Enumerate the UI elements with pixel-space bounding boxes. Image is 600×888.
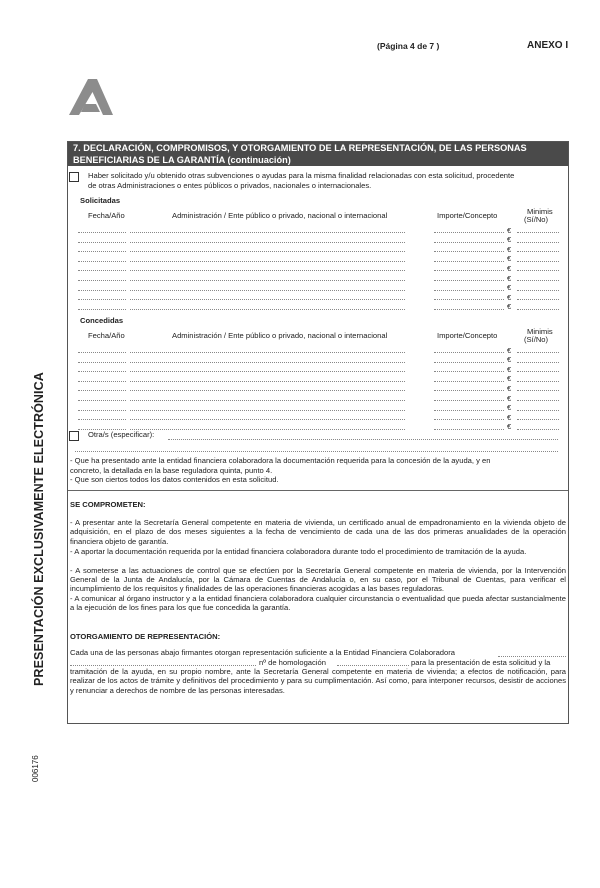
compromiso-item: - A someterse a las actuaciones de control que se efectúen por la Secretaría General competente en materia de vivienda, por la Intervención General de la Junta de Andalucía, por la Cámara de Cuentas de Andalucía o, en su caso, por el Tribunal de Cuentas, para verificar el incumplimiento de los requisitos y finalidades de las operaciones financieras acogidas a las bases reguladoras.	[70, 565, 566, 594]
table-cell-field[interactable]	[517, 280, 559, 281]
table-cell-field[interactable]	[517, 352, 559, 353]
otorgamiento-title: OTORGAMIENTO DE REPRESENTACIÓN:	[70, 632, 221, 641]
section-title-line2: BENEFICIARIAS DE LA GARANTÍA (continuación)	[73, 154, 291, 165]
table-cell-field[interactable]	[78, 419, 126, 420]
table-cell-field[interactable]	[434, 232, 504, 233]
col-administracion: Administración / Ente público o privado, nacional o internacional	[172, 211, 388, 220]
statement-2: - Que son ciertos todos los datos contenidos en esta solicitud.	[70, 475, 279, 484]
statement-1b: concreto, la detallada en la base reguladora quinta, punto 4.	[70, 465, 273, 475]
otorgamiento-body: tramitación de la ayuda, en su propio nombre, ante la Secretaría General competente en materia de vivienda; a efectos de notificación, para realizar de los actos de trámite y definitivos del procedimiento y para su cumplimentación. Así como, para interponer recursos, desistir de acciones y renunciar a derechos de nombre de las personas interesadas.	[70, 667, 566, 695]
table-cell-field[interactable]	[517, 429, 559, 430]
table-cell-field[interactable]	[130, 419, 405, 420]
table-cell-field[interactable]	[434, 299, 504, 300]
euro-sign: €	[507, 283, 512, 293]
col-fecha: Fecha/Año	[88, 211, 125, 220]
table-cell-field[interactable]	[78, 371, 126, 372]
table-cell-field[interactable]	[434, 251, 504, 252]
vertical-side-text: PRESENTACIÓN EXCLUSIVAMENTE ELECTRÓNICA	[32, 372, 46, 686]
euro-sign: €	[507, 393, 512, 403]
page-number: (Página 4 de 7 )	[377, 41, 440, 51]
euro-sign: €	[507, 345, 512, 355]
table-cell-field[interactable]	[517, 371, 559, 372]
table-cell-field[interactable]	[130, 280, 405, 281]
euro-sign: €	[507, 403, 512, 413]
table-cell-field[interactable]	[434, 371, 504, 372]
table-cell-field[interactable]	[130, 410, 405, 411]
declaration-line1: Haber solicitado y/u obtenido otras subvenciones o ayudas para la misma finalidad relacionadas con esta solicitud, procedente	[88, 171, 515, 180]
euro-sign: €	[507, 273, 512, 283]
table-cell-field[interactable]	[78, 381, 126, 382]
table-cell-field[interactable]	[130, 299, 405, 300]
euro-sign: €	[507, 244, 512, 254]
table-cell-field[interactable]	[517, 299, 559, 300]
table-cell-field[interactable]	[434, 309, 504, 310]
col-administracion: Administración / Ente público o privado, nacional o internacional	[172, 331, 388, 340]
table-cell-field[interactable]	[130, 362, 405, 363]
table-cell-field[interactable]	[434, 390, 504, 391]
col-minimis: Minimis	[527, 207, 553, 216]
table-cell-field[interactable]	[130, 381, 405, 382]
table-cell-field[interactable]	[517, 381, 559, 382]
table-cell-field[interactable]	[434, 261, 504, 262]
euro-sign: €	[507, 383, 512, 393]
table-cell-field[interactable]	[130, 261, 405, 262]
table-cell-field[interactable]	[517, 251, 559, 252]
table-cell-field[interactable]	[130, 309, 405, 310]
table-cell-field[interactable]	[78, 270, 126, 271]
table-cell-field[interactable]	[78, 400, 126, 401]
euro-sign: €	[507, 422, 512, 432]
table-cell-field[interactable]	[78, 290, 126, 291]
table-cell-field[interactable]	[78, 261, 126, 262]
table-cell-field[interactable]	[130, 290, 405, 291]
other-subsidies-checkbox[interactable]	[69, 172, 79, 182]
table-cell-field[interactable]	[517, 261, 559, 262]
statement-1a: - Que ha presentado ante la entidad financiera colaboradora la documentación requerida para la concesión de la ayuda, y en	[70, 456, 491, 465]
table-cell-field[interactable]	[130, 270, 405, 271]
document-code: 006176	[31, 755, 40, 782]
col-fecha: Fecha/Año	[88, 331, 125, 340]
compromiso-item: - A comunicar al órgano instructor y a la entidad financiera colaboradora cualquier circunstancia o eventualidad que pueda afectar sustancialmente a la ejecución de los fines para los que fue concedida la garantía.	[70, 594, 566, 613]
table-cell-field[interactable]	[434, 429, 504, 430]
declaration-line2: de otras Administraciones o entes públicos o privados, nacionales o internacionales.	[88, 180, 372, 190]
table-cell-field[interactable]	[434, 400, 504, 401]
divider	[68, 490, 568, 491]
table-cell-field[interactable]	[517, 419, 559, 420]
table-cell-field[interactable]	[434, 362, 504, 363]
euro-sign: €	[507, 412, 512, 422]
table-cell-field[interactable]	[78, 309, 126, 310]
table-cell-field[interactable]	[434, 270, 504, 271]
table-cell-field[interactable]	[517, 232, 559, 233]
col-minimis-sub: (Sí/No)	[524, 335, 549, 344]
table-cell-field[interactable]	[130, 232, 405, 233]
table-cell-field[interactable]	[517, 362, 559, 363]
table-cell-field[interactable]	[78, 410, 126, 411]
euro-sign: €	[507, 235, 512, 245]
table-cell-field[interactable]	[517, 290, 559, 291]
entity-name-field-cont[interactable]	[70, 665, 256, 666]
euro-sign: €	[507, 355, 512, 365]
other-specify-checkbox[interactable]	[69, 431, 79, 441]
table-cell-field[interactable]	[78, 390, 126, 391]
euro-sign: €	[507, 263, 512, 273]
table-cell-field[interactable]	[130, 429, 405, 430]
table-cell-field[interactable]	[434, 381, 504, 382]
homologation-number-field[interactable]	[337, 665, 409, 666]
table-cell-field[interactable]	[434, 352, 504, 353]
solicitadas-title: Solicitadas	[80, 196, 121, 205]
other-specify-field[interactable]	[168, 439, 558, 440]
otorgamiento-line2b: para la presentación de esta solicitud y la	[411, 657, 551, 667]
otorgamiento-homologacion: nº de homologación	[259, 657, 326, 667]
euro-sign: €	[507, 292, 512, 302]
col-minimis-sub: (Sí/No)	[524, 215, 549, 224]
table-cell-field[interactable]	[517, 242, 559, 243]
table-cell-field[interactable]	[130, 390, 405, 391]
euro-sign: €	[507, 254, 512, 264]
table-cell-field[interactable]	[130, 251, 405, 252]
table-cell-field[interactable]	[78, 352, 126, 353]
compromiso-item: - A presentar ante la Secretaría General competente en materia de vivienda, un certificado anual de empadronamiento en la vivienda objeto de adquisición, en el plazo de dos meses siguientes a la fecha de vencimiento de cada una de las dos primeras anualidades de la operación financiera objeto de garantía.	[70, 518, 566, 546]
andalucia-logo-icon	[69, 79, 113, 115]
section-header	[68, 142, 568, 166]
table-cell-field[interactable]	[434, 290, 504, 291]
table-cell-field[interactable]	[130, 352, 405, 353]
table-cell-field[interactable]	[517, 400, 559, 401]
col-importe: Importe/Concepto	[437, 331, 498, 340]
table-cell-field[interactable]	[78, 251, 126, 252]
euro-sign: €	[507, 225, 512, 235]
col-importe: Importe/Concepto	[437, 211, 498, 220]
table-cell-field[interactable]	[78, 299, 126, 300]
euro-sign: €	[507, 374, 512, 384]
section-title-line1: 7. DECLARACIÓN, COMPROMISOS, Y OTORGAMIENTO DE LA REPRESENTACIÓN, DE LAS PERSONAS	[73, 143, 527, 153]
annex-label: ANEXO I	[527, 40, 569, 51]
table-cell-field[interactable]	[434, 280, 504, 281]
table-cell-field[interactable]	[517, 309, 559, 310]
table-cell-field[interactable]	[517, 410, 559, 411]
table-cell-field[interactable]	[434, 410, 504, 411]
table-cell-field[interactable]	[78, 280, 126, 281]
table-cell-field[interactable]	[78, 232, 126, 233]
table-cell-field[interactable]	[130, 242, 405, 243]
compromiso-item: - A aportar la documentación requerida por la entidad financiera colaboradora durante todo el procedimiento de tramitación de la ayuda.	[70, 546, 527, 556]
other-specify-field-line2[interactable]	[75, 451, 558, 452]
other-specify-label: Otra/s (especificar):	[88, 430, 155, 439]
euro-sign: €	[507, 364, 512, 374]
table-cell-field[interactable]	[517, 270, 559, 271]
table-cell-field[interactable]	[130, 400, 405, 401]
table-cell-field[interactable]	[130, 371, 405, 372]
otorgamiento-line1: Cada una de las personas abajo firmantes otorgan representación suficiente a la Entidad Financiera Colaboradora	[70, 648, 455, 657]
concedidas-title: Concedidas	[80, 316, 124, 325]
table-cell-field[interactable]	[78, 362, 126, 363]
euro-sign: €	[507, 302, 512, 312]
col-minimis: Minimis	[527, 327, 553, 336]
table-cell-field[interactable]	[434, 242, 504, 243]
table-cell-field[interactable]	[78, 242, 126, 243]
compromisos-title: SE COMPROMETEN:	[70, 500, 146, 509]
table-cell-field[interactable]	[517, 390, 559, 391]
table-cell-field[interactable]	[434, 419, 504, 420]
